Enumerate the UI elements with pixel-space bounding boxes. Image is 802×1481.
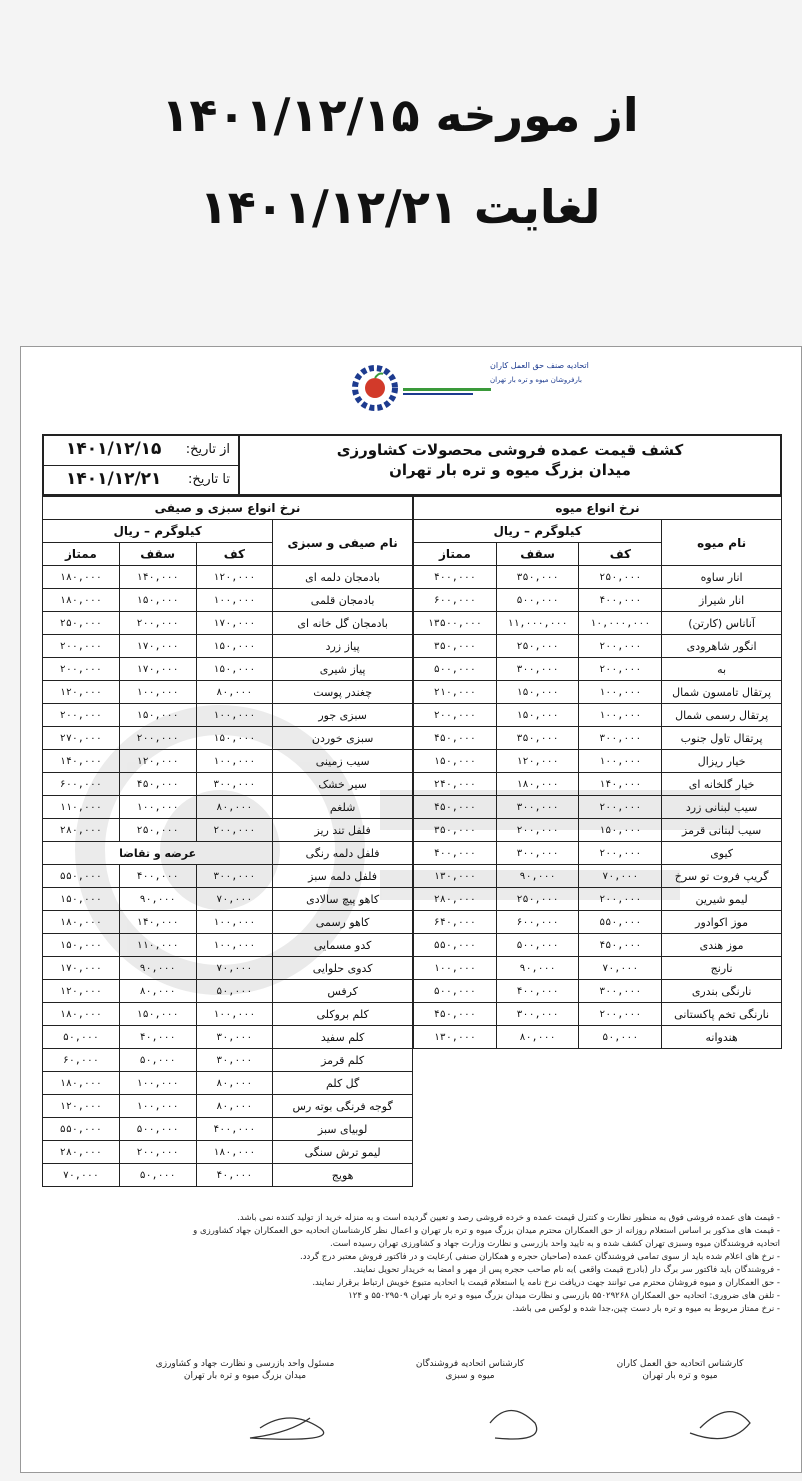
fruit-top-cell: ۵۵۰,۰۰۰ [414, 934, 497, 957]
fruit-row [414, 865, 782, 888]
signature-fruit-union [580, 1358, 780, 1382]
veg-row [43, 635, 413, 658]
fruit-row [414, 750, 782, 773]
fruit-min-cell: ۷۰,۰۰۰ [579, 957, 662, 980]
veg-min-cell: ۵۰,۰۰۰ [196, 980, 273, 1003]
fruit-max-cell: ۲۰۰,۰۰۰ [496, 819, 579, 842]
veg-name-cell: بادمجان دلمه ای [273, 566, 413, 589]
veg-top-cell: ۱۲۰,۰۰۰ [43, 1095, 120, 1118]
veg-max-cell: ۵۰۰,۰۰۰ [119, 1118, 196, 1141]
veg-row [43, 1095, 413, 1118]
fruit-max-cell: ۳۰۰,۰۰۰ [496, 658, 579, 681]
fruit-min-cell: ۱۰۰,۰۰۰ [579, 681, 662, 704]
veg-max-cell: ۱۵۰,۰۰۰ [119, 589, 196, 612]
veg-name-cell: کلم بروکلی [273, 1003, 413, 1026]
fruit-max-cell: ۱۵۰,۰۰۰ [496, 704, 579, 727]
fruit-row [414, 612, 782, 635]
veg-row [43, 1118, 413, 1141]
veg-name-cell: شلغم [273, 796, 413, 819]
veg-min-cell: ۱۰۰,۰۰۰ [196, 589, 273, 612]
veg-min-cell: ۳۰,۰۰۰ [196, 1026, 273, 1049]
fruit-row [414, 566, 782, 589]
veg-col-min: کف [196, 543, 273, 566]
veg-max-cell: ۲۰۰,۰۰۰ [119, 1141, 196, 1164]
veg-max-cell: ۸۰,۰۰۰ [119, 980, 196, 1003]
fruit-min-cell: ۲۰۰,۰۰۰ [579, 796, 662, 819]
veg-max-cell: ۹۰,۰۰۰ [119, 888, 196, 911]
veg-row [43, 1164, 413, 1187]
note-line: - نرخ ممتاز مربوط به میوه و تره بار دست چین،جدا شده و لوکس می باشد. [512, 1304, 780, 1314]
fruit-min-cell: ۲۰۰,۰۰۰ [579, 658, 662, 681]
veg-max-cell: ۱۲۰,۰۰۰ [119, 750, 196, 773]
note-line: - فروشندگان باید فاکتور سر برگ دار (بادرج قیمت واقعی )به نام صاحب حجره پس از مهر و امضا به خریدار تحویل نمایند. [353, 1265, 780, 1275]
fruit-min-cell: ۴۰۰,۰۰۰ [579, 589, 662, 612]
veg-row [43, 865, 413, 888]
fruit-row [414, 819, 782, 842]
fruit-row [414, 1026, 782, 1049]
veg-name-cell: فلفل تند ریز [273, 819, 413, 842]
veg-row [43, 566, 413, 589]
veg-min-cell: ۱۵۰,۰۰۰ [196, 727, 273, 750]
veg-name-cell: گل کلم [273, 1072, 413, 1095]
signature-subtitle: میوه و تره بار تهران [642, 1371, 718, 1381]
veg-name-cell: سیب زمینی [273, 750, 413, 773]
from-date-label: از تاریخ: [185, 442, 230, 457]
veg-name-cell: چغندر پوست [273, 681, 413, 704]
veg-row [43, 1026, 413, 1049]
fruit-top-cell: ۶۰۰,۰۰۰ [414, 589, 497, 612]
signature-title: کارشناس اتحادیه فروشندگان [415, 1359, 525, 1369]
veg-min-cell: ۳۰۰,۰۰۰ [196, 865, 273, 888]
veg-top-cell: ۱۸۰,۰۰۰ [43, 566, 120, 589]
veg-row [43, 658, 413, 681]
veg-min-cell: ۱۰۰,۰۰۰ [196, 911, 273, 934]
veg-max-cell: ۹۰,۰۰۰ [119, 957, 196, 980]
sheet-title-line1: کشف قیمت عمده فروشی محصولات کشاورزی [336, 441, 684, 459]
veg-col-top: ممتاز [43, 543, 120, 566]
veg-top-cell: ۱۴۰,۰۰۰ [43, 750, 120, 773]
fruit-row [414, 842, 782, 865]
fruit-top-cell: ۱۳۰,۰۰۰ [414, 1026, 497, 1049]
fruit-max-cell: ۳۰۰,۰۰۰ [496, 796, 579, 819]
signature-inspection [130, 1358, 360, 1382]
veg-max-cell: ۴۰۰,۰۰۰ [119, 865, 196, 888]
veg-row [43, 957, 413, 980]
fruit-col-top: ممتاز [414, 543, 497, 566]
fruit-min-cell: ۱۰,۰۰۰,۰۰۰ [579, 612, 662, 635]
fruit-top-cell: ۵۰۰,۰۰۰ [414, 658, 497, 681]
fruit-max-cell: ۱۲۰,۰۰۰ [496, 750, 579, 773]
veg-name-cell: گوجه فرنگی بوته رس [273, 1095, 413, 1118]
fruit-name-cell: آناناس (کارتن) [662, 612, 782, 635]
union-logo-icon [345, 354, 589, 414]
veg-top-cell: ۲۰۰,۰۰۰ [43, 704, 120, 727]
veg-max-cell: ۱۵۰,۰۰۰ [119, 704, 196, 727]
veg-min-cell: ۴۰,۰۰۰ [196, 1164, 273, 1187]
fruit-col-name: نام میوه [662, 520, 782, 566]
sheet-title-line2: میدان بزرگ میوه و تره بار تهران [389, 461, 631, 479]
fruit-max-cell: ۱۵۰,۰۰۰ [496, 681, 579, 704]
fruit-top-cell: ۴۰۰,۰۰۰ [414, 566, 497, 589]
veg-max-cell: ۱۱۰,۰۰۰ [119, 934, 196, 957]
veg-name-cell: کاهو پیچ سالادی [273, 888, 413, 911]
veg-max-cell: ۱۴۰,۰۰۰ [119, 566, 196, 589]
to-date-label: تا تاریخ: [188, 472, 230, 487]
veg-top-cell: ۲۸۰,۰۰۰ [43, 1141, 120, 1164]
fruit-min-cell: ۲۵۰,۰۰۰ [579, 566, 662, 589]
veg-top-cell: ۱۱۰,۰۰۰ [43, 796, 120, 819]
fruit-top-cell: ۱۳۵۰۰,۰۰۰ [414, 612, 497, 635]
veg-max-cell: ۱۰۰,۰۰۰ [119, 1095, 196, 1118]
veg-min-cell: ۱۰۰,۰۰۰ [196, 704, 273, 727]
veg-max-cell: ۱۴۰,۰۰۰ [119, 911, 196, 934]
fruit-max-cell: ۵۰۰,۰۰۰ [496, 934, 579, 957]
fruit-name-cell: کیوی [662, 842, 782, 865]
note-line: - حق العمکاران و میوه فروشان محترم می توانند جهت دریافت نرخ نامه یا استعلام قیمت با اتحادیه متبوع خویش ارتباط برقرار نمایند. [312, 1278, 780, 1288]
union-name: اتحادیه صنف حق العمل کاران [490, 361, 589, 370]
veg-row [43, 911, 413, 934]
fruit-name-cell: سیب لبنانی قرمز [662, 819, 782, 842]
fruit-top-cell: ۳۵۰,۰۰۰ [414, 819, 497, 842]
fruit-name-cell: نارنگی تخم پاکستانی [662, 1003, 782, 1026]
veg-name-cell: سبزی خوردن [273, 727, 413, 750]
fruit-min-cell: ۳۰۰,۰۰۰ [579, 980, 662, 1003]
fruit-top-cell: ۴۵۰,۰۰۰ [414, 1003, 497, 1026]
sheet-title [240, 440, 780, 480]
veg-min-cell: ۸۰,۰۰۰ [196, 1095, 273, 1118]
veg-col-max: سقف [119, 543, 196, 566]
fruit-max-cell: ۹۰,۰۰۰ [496, 957, 579, 980]
fruit-name-cell: هندوانه [662, 1026, 782, 1049]
fruit-name-cell: لیمو شیرین [662, 888, 782, 911]
fruit-min-cell: ۱۴۰,۰۰۰ [579, 773, 662, 796]
veg-max-cell: ۵۰,۰۰۰ [119, 1049, 196, 1072]
veg-row [43, 1141, 413, 1164]
fruit-name-cell: پرتقال رسمی شمال [662, 704, 782, 727]
fruit-row [414, 980, 782, 1003]
to-date-value: ۱۴۰۱/۱۲/۲۱ [66, 469, 162, 489]
fruit-min-cell: ۲۰۰,۰۰۰ [579, 635, 662, 658]
veg-row [43, 612, 413, 635]
fruit-max-cell: ۳۵۰,۰۰۰ [496, 727, 579, 750]
fruit-name-cell: خیار گلخانه ای [662, 773, 782, 796]
fruit-col-max: سقف [496, 543, 579, 566]
veg-row [43, 842, 413, 865]
fruit-min-cell: ۵۰,۰۰۰ [579, 1026, 662, 1049]
note-line: - قیمت های مذکور بر اساس استعلام روزانه از حق العمکاران محترم میدان بزرگ میوه و تره بار تهران و اعمال نظر کارشناسان اتحادیه حق العمکاران جهاد کشاورزی و [193, 1226, 780, 1236]
veg-row [43, 1003, 413, 1026]
fruit-min-cell: ۱۰۰,۰۰۰ [579, 750, 662, 773]
veg-min-cell: ۸۰,۰۰۰ [196, 681, 273, 704]
fruit-max-cell: ۹۰,۰۰۰ [496, 865, 579, 888]
veg-name-cell: سیر خشک [273, 773, 413, 796]
fruit-max-cell: ۸۰,۰۰۰ [496, 1026, 579, 1049]
signature-title: کارشناس اتحادیه حق العمل کاران [616, 1359, 744, 1369]
fruit-max-cell: ۳۵۰,۰۰۰ [496, 566, 579, 589]
veg-min-cell: ۷۰,۰۰۰ [196, 957, 273, 980]
fruit-top-cell: ۱۳۰,۰۰۰ [414, 865, 497, 888]
fruit-min-cell: ۳۰۰,۰۰۰ [579, 727, 662, 750]
fruit-unit: کیلوگرم – ریال [414, 520, 662, 543]
veg-row [43, 750, 413, 773]
veg-min-cell: ۱۷۰,۰۰۰ [196, 612, 273, 635]
veg-name-cell: پیاز شیری [273, 658, 413, 681]
veg-min-cell: ۳۰۰,۰۰۰ [196, 773, 273, 796]
fruit-max-cell: ۱۸۰,۰۰۰ [496, 773, 579, 796]
veg-name-cell: لیمو ترش سنگی [273, 1141, 413, 1164]
veg-row [43, 727, 413, 750]
fruit-row [414, 589, 782, 612]
fruit-top-cell: ۴۵۰,۰۰۰ [414, 727, 497, 750]
signature-subtitle: میوه و سبزی [445, 1371, 495, 1381]
veg-min-cell: ۱۰۰,۰۰۰ [196, 1003, 273, 1026]
veg-max-cell: ۲۵۰,۰۰۰ [119, 819, 196, 842]
veg-min-cell: ۸۰,۰۰۰ [196, 796, 273, 819]
veg-min-cell: ۱۸۰,۰۰۰ [196, 1141, 273, 1164]
veg-top-cell: ۱۲۰,۰۰۰ [43, 980, 120, 1003]
fruit-max-cell: ۴۰۰,۰۰۰ [496, 980, 579, 1003]
fruit-row [414, 934, 782, 957]
fruit-max-cell: ۶۰۰,۰۰۰ [496, 911, 579, 934]
veg-name-cell: فلفل دلمه رنگی [273, 842, 413, 865]
fruit-max-cell: ۳۰۰,۰۰۰ [496, 1003, 579, 1026]
veg-top-cell: ۵۰,۰۰۰ [43, 1026, 120, 1049]
fruit-min-cell: ۵۵۰,۰۰۰ [579, 911, 662, 934]
veg-min-cell: ۴۰۰,۰۰۰ [196, 1118, 273, 1141]
note-line: - تلفن های ضروری: اتحادیه حق العمکاران ۵۵۰۲۹۲۶۸ بازرسی و نظارت میدان بزرگ میوه و تره بار تهران ۵۵۰۲۹۵۰۹ و ۱۲۴ [348, 1291, 780, 1301]
veg-top-cell: ۶۰,۰۰۰ [43, 1049, 120, 1072]
veg-max-cell: ۱۰۰,۰۰۰ [119, 1072, 196, 1095]
veg-name-cell: کلم قرمز [273, 1049, 413, 1072]
signature-title: مسئول واحد بازرسی و نظارت جهاد و کشاورزی [155, 1359, 335, 1369]
veg-min-cell: ۸۰,۰۰۰ [196, 1072, 273, 1095]
fruit-name-cell: نارنگی بندری [662, 980, 782, 1003]
veg-name-cell: پیاز زرد [273, 635, 413, 658]
veg-col-name: نام صیفی و سبزی [273, 520, 413, 566]
veg-name-cell: بادمجان قلمی [273, 589, 413, 612]
note-line: - قیمت های عمده فروشی فوق به منظور نظارت و کنترل قیمت عمده و خرده فروشی رصد و تعیین گردیده است و به منزله خرید از تولید کننده نمی باشد. [237, 1213, 780, 1223]
veg-min-cell: ۷۰,۰۰۰ [196, 888, 273, 911]
veg-top-cell: ۲۷۰,۰۰۰ [43, 727, 120, 750]
from-date-box [42, 436, 240, 466]
veg-top-cell: ۲۵۰,۰۰۰ [43, 612, 120, 635]
veg-top-cell: ۵۵۰,۰۰۰ [43, 865, 120, 888]
fruit-name-cell: به [662, 658, 782, 681]
fruit-name-cell: موز اکوادور [662, 911, 782, 934]
veg-top-cell: ۲۰۰,۰۰۰ [43, 635, 120, 658]
veg-name-cell: کاهو رسمی [273, 911, 413, 934]
fruit-name-cell: موز هندی [662, 934, 782, 957]
fruit-name-cell: گریپ فروت تو سرخ [662, 865, 782, 888]
veg-name-cell: کرفس [273, 980, 413, 1003]
veg-name-cell: کلم سفید [273, 1026, 413, 1049]
veg-top-cell: ۱۲۰,۰۰۰ [43, 681, 120, 704]
fruit-row [414, 635, 782, 658]
veg-min-cell: ۳۰,۰۰۰ [196, 1049, 273, 1072]
veg-max-cell: ۴۰,۰۰۰ [119, 1026, 196, 1049]
veg-name-cell: بادمجان گل خانه ای [273, 612, 413, 635]
veg-max-cell: ۲۰۰,۰۰۰ [119, 727, 196, 750]
fruit-top-cell: ۱۵۰,۰۰۰ [414, 750, 497, 773]
veg-max-cell: ۱۰۰,۰۰۰ [119, 796, 196, 819]
fruit-min-cell: ۱۰۰,۰۰۰ [579, 704, 662, 727]
fruit-max-cell: ۵۰۰,۰۰۰ [496, 589, 579, 612]
fruit-row [414, 957, 782, 980]
veg-row [43, 681, 413, 704]
fruit-row [414, 796, 782, 819]
fruit-name-cell: خیار ریزال [662, 750, 782, 773]
veg-max-cell: ۴۵۰,۰۰۰ [119, 773, 196, 796]
veg-name-cell: سبزی جور [273, 704, 413, 727]
fruit-min-cell: ۴۵۰,۰۰۰ [579, 934, 662, 957]
fruit-top-cell: ۲۰۰,۰۰۰ [414, 704, 497, 727]
fruit-name-cell: پرتقال تامسون شمال [662, 681, 782, 704]
signature-veg-union [370, 1358, 570, 1382]
veg-row [43, 1072, 413, 1095]
note-line: اتحادیه فروشندگان میوه وسبزی تهران کشف شده و به تایید واحد بازرسی و نظارت وزارت جهاد و کشاورزی تهران رسیده است. [330, 1239, 780, 1249]
fruit-top-cell: ۳۵۰,۰۰۰ [414, 635, 497, 658]
fruit-top-cell: ۲۴۰,۰۰۰ [414, 773, 497, 796]
fruit-top-cell: ۴۰۰,۰۰۰ [414, 842, 497, 865]
veg-row [43, 888, 413, 911]
date-to-heading: لغایت ۱۴۰۱/۱۲/۲۱ [199, 180, 601, 234]
union-subname: بارفروشان میوه و تره بار تهران [490, 376, 582, 384]
veg-name-cell: کدو مسمایی [273, 934, 413, 957]
fruit-row [414, 727, 782, 750]
fruit-top-cell: ۱۰۰,۰۰۰ [414, 957, 497, 980]
veg-name-cell: فلفل دلمه سبز [273, 865, 413, 888]
veg-top-cell: ۵۵۰,۰۰۰ [43, 1118, 120, 1141]
fruit-top-cell: ۲۱۰,۰۰۰ [414, 681, 497, 704]
veg-min-cell: ۱۲۰,۰۰۰ [196, 566, 273, 589]
veg-max-cell: ۱۷۰,۰۰۰ [119, 658, 196, 681]
veg-row [43, 819, 413, 842]
fruit-name-cell: پرتقال تاول جنوب [662, 727, 782, 750]
veg-max-cell: ۱۷۰,۰۰۰ [119, 635, 196, 658]
veg-row [43, 1049, 413, 1072]
fruit-name-cell: انار شیراز [662, 589, 782, 612]
veg-top-cell: ۱۸۰,۰۰۰ [43, 589, 120, 612]
fruit-row [414, 704, 782, 727]
fruit-name-cell: انگور شاهرودی [662, 635, 782, 658]
veg-row [43, 796, 413, 819]
note-line: - نرخ های اعلام شده باید از سوی تمامی فروشندگان عمده (صاحبان حجره و همکاران صنفی )رعایت و در فاکتور فروش معتبر درج گردد. [300, 1252, 780, 1262]
notes-block [60, 1212, 780, 1316]
veg-top-cell: ۱۸۰,۰۰۰ [43, 911, 120, 934]
fruit-max-cell: ۲۵۰,۰۰۰ [496, 635, 579, 658]
veg-row [43, 773, 413, 796]
veg-top-cell: ۱۸۰,۰۰۰ [43, 1072, 120, 1095]
handwritten-signatures-icon [140, 1388, 760, 1458]
veg-min-cell: ۱۵۰,۰۰۰ [196, 635, 273, 658]
fruit-max-cell: ۱۱,۰۰۰,۰۰۰ [496, 612, 579, 635]
veg-section-title: نرخ انواع سبزی و صیفی [43, 497, 413, 520]
veg-row [43, 934, 413, 957]
fruit-col-min: کف [579, 543, 662, 566]
veg-top-cell: ۱۷۰,۰۰۰ [43, 957, 120, 980]
fruit-price-table [413, 496, 782, 1049]
fruit-section-title: نرخ انواع میوه [414, 497, 782, 520]
veg-top-cell: ۲۰۰,۰۰۰ [43, 658, 120, 681]
to-date-box [42, 466, 240, 496]
fruit-min-cell: ۲۰۰,۰۰۰ [579, 1003, 662, 1026]
date-from-heading: از مورخه ۱۴۰۱/۱۲/۱۵ [161, 88, 639, 142]
veg-supply-cell: عرضه و تقاضا [43, 842, 273, 865]
veg-top-cell: ۱۸۰,۰۰۰ [43, 1003, 120, 1026]
fruit-row [414, 773, 782, 796]
fruit-name-cell: سیب لبنانی زرد [662, 796, 782, 819]
fruit-min-cell: ۲۰۰,۰۰۰ [579, 888, 662, 911]
signature-subtitle: میدان بزرگ میوه و تره بار تهران [183, 1371, 307, 1381]
veg-min-cell: ۲۰۰,۰۰۰ [196, 819, 273, 842]
from-date-value: ۱۴۰۱/۱۲/۱۵ [66, 439, 162, 459]
vegetable-price-table [42, 496, 413, 1187]
veg-name-cell: کدوی حلوایی [273, 957, 413, 980]
fruit-top-cell: ۲۸۰,۰۰۰ [414, 888, 497, 911]
fruit-min-cell: ۷۰,۰۰۰ [579, 865, 662, 888]
fruit-name-cell: انار ساوه [662, 566, 782, 589]
veg-name-cell: هویج [273, 1164, 413, 1187]
veg-top-cell: ۲۸۰,۰۰۰ [43, 819, 120, 842]
veg-row [43, 589, 413, 612]
veg-min-cell: ۱۰۰,۰۰۰ [196, 750, 273, 773]
veg-max-cell: ۲۰۰,۰۰۰ [119, 612, 196, 635]
fruit-row [414, 1003, 782, 1026]
fruit-row [414, 658, 782, 681]
veg-name-cell: لوبیای سبز [273, 1118, 413, 1141]
veg-top-cell: ۱۵۰,۰۰۰ [43, 888, 120, 911]
fruit-top-cell: ۵۰۰,۰۰۰ [414, 980, 497, 1003]
veg-top-cell: ۱۵۰,۰۰۰ [43, 934, 120, 957]
veg-max-cell: ۱۵۰,۰۰۰ [119, 1003, 196, 1026]
fruit-row [414, 681, 782, 704]
fruit-max-cell: ۳۰۰,۰۰۰ [496, 842, 579, 865]
fruit-max-cell: ۲۵۰,۰۰۰ [496, 888, 579, 911]
veg-min-cell: ۱۵۰,۰۰۰ [196, 658, 273, 681]
fruit-min-cell: ۲۰۰,۰۰۰ [579, 842, 662, 865]
fruit-row [414, 911, 782, 934]
fruit-row [414, 888, 782, 911]
veg-max-cell: ۵۰,۰۰۰ [119, 1164, 196, 1187]
veg-unit: کیلوگرم – ریال [43, 520, 273, 543]
veg-row [43, 980, 413, 1003]
veg-top-cell: ۷۰,۰۰۰ [43, 1164, 120, 1187]
veg-row [43, 704, 413, 727]
fruit-top-cell: ۴۵۰,۰۰۰ [414, 796, 497, 819]
fruit-top-cell: ۶۴۰,۰۰۰ [414, 911, 497, 934]
fruit-min-cell: ۱۵۰,۰۰۰ [579, 819, 662, 842]
veg-top-cell: ۶۰۰,۰۰۰ [43, 773, 120, 796]
veg-min-cell: ۱۰۰,۰۰۰ [196, 934, 273, 957]
fruit-name-cell: نارنج [662, 957, 782, 980]
veg-max-cell: ۱۰۰,۰۰۰ [119, 681, 196, 704]
